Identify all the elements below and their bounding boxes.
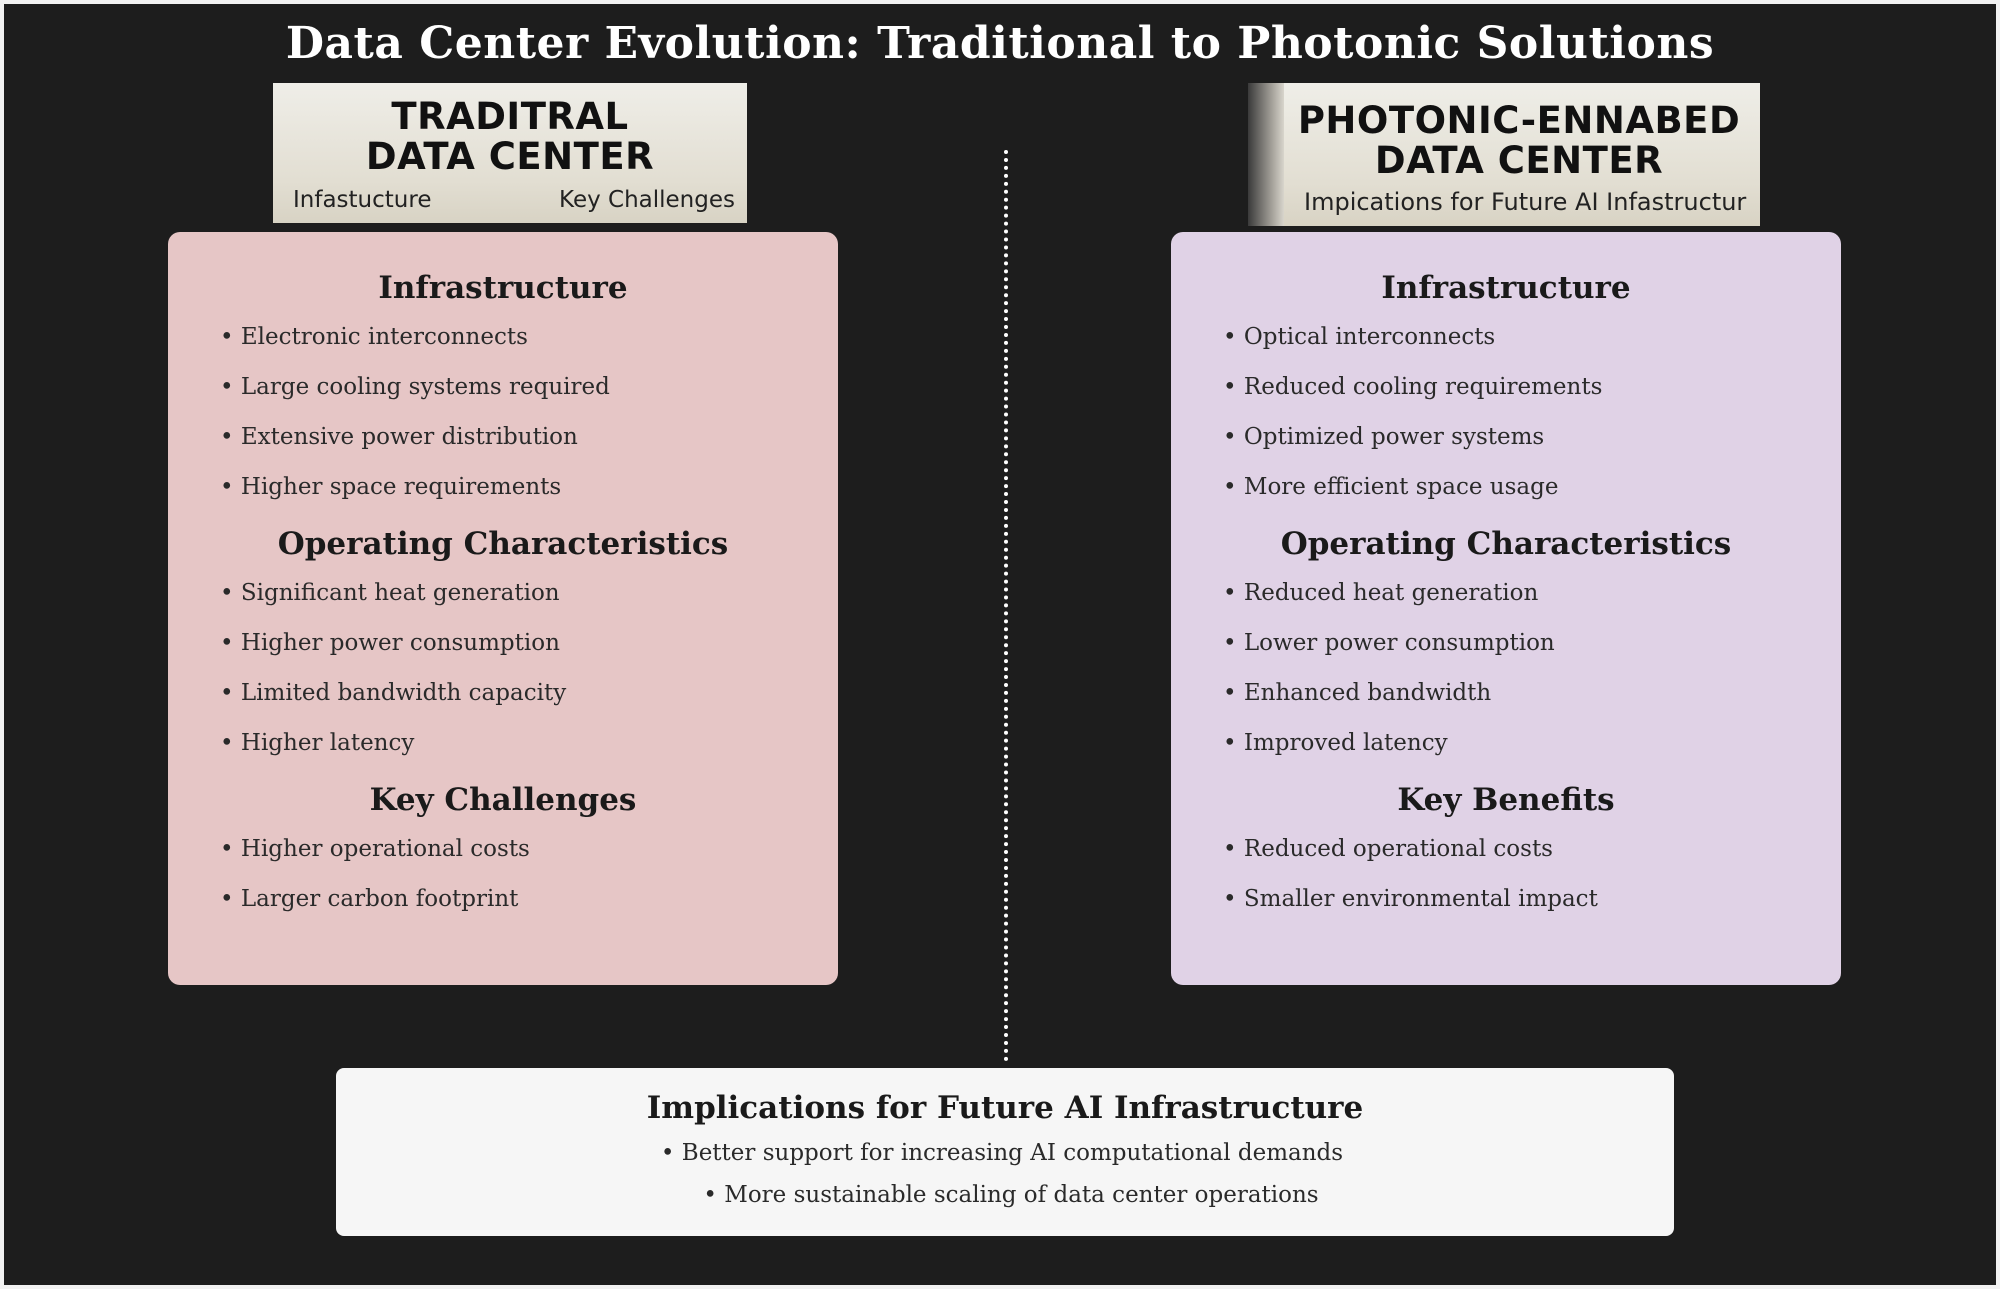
photonic-operating-title: Operating Characteristics [1280, 526, 1732, 562]
diagram-title: Data Center Evolution: Traditional to Photonic Solutions [285, 18, 1715, 69]
list-item: • Significant heat generation [220, 580, 838, 606]
traditional-label-line2: DATA CENTER [365, 135, 655, 178]
list-item: • Limited bandwidth capacity [220, 680, 838, 706]
photonic-label-line1: PHOTONIC-ENNABED [1297, 99, 1741, 142]
traditional-label-image [273, 83, 747, 223]
traditional-operating-list [168, 580, 838, 756]
traditional-challenges-title: Key Challenges [369, 782, 637, 818]
photonic-label-line2: DATA CENTER [1374, 139, 1664, 182]
traditional-challenges-list [168, 836, 838, 912]
traditional-label-sub-left: Infastucture [293, 187, 432, 213]
implications-item-text: Better support for increasing AI computational demands [681, 1140, 1344, 1166]
list-item: • Optimized power systems [1223, 424, 1841, 450]
traditional-infrastructure-list [168, 324, 838, 500]
list-item: • Smaller environmental impact [1223, 886, 1841, 912]
photonic-label-sub: Impications for Future AI Infastructur [1304, 188, 1747, 216]
list-item: • Reduced heat generation [1223, 580, 1841, 606]
photonic-label-heading [1248, 101, 1760, 181]
list-item: • Optical interconnects [1223, 324, 1841, 350]
photonic-label-image [1248, 83, 1760, 226]
list-item: • Higher power consumption [220, 630, 838, 656]
photonic-benefits-title: Key Benefits [1397, 782, 1615, 818]
list-item: • Extensive power distribution [220, 424, 838, 450]
list-item: • Electronic interconnects [220, 324, 838, 350]
dotted-divider [1004, 150, 1008, 1062]
list-item: • Higher space requirements [220, 474, 838, 500]
list-item: • Enhanced bandwidth [1223, 680, 1841, 706]
list-item: • More efficient space usage [1223, 474, 1841, 500]
traditional-operating-title: Operating Characteristics [277, 526, 729, 562]
photonic-operating-list [1171, 580, 1841, 756]
photonic-benefits-list [1171, 836, 1841, 912]
photonic-infrastructure-list [1171, 324, 1841, 500]
implications-title: Implications for Future AI Infrastructure [646, 1090, 1364, 1126]
traditional-label-line1: TRADITRAL [391, 95, 629, 138]
list-item: • Reduced cooling requirements [1223, 374, 1841, 400]
list-item: • Lower power consumption [1223, 630, 1841, 656]
traditional-label-sub-right: Key Challenges [559, 187, 735, 213]
list-item: • Higher latency [220, 730, 838, 756]
photonic-infrastructure-title: Infrastructure [1381, 270, 1631, 306]
traditional-label-heading [273, 97, 747, 177]
list-item: • Large cooling systems required [220, 374, 838, 400]
implications-item: • Better support for increasing AI computational demands [660, 1140, 1344, 1166]
list-item: • Reduced operational costs [1223, 836, 1841, 862]
photonic-panel [1171, 232, 1841, 985]
list-item: • Larger carbon footprint [220, 886, 838, 912]
implications-item-text: More sustainable scaling of data center operations [724, 1182, 1319, 1208]
list-item: • Higher operational costs [220, 836, 838, 862]
traditional-panel [168, 232, 838, 985]
traditional-infrastructure-title: Infrastructure [378, 270, 628, 306]
implications-panel [336, 1068, 1674, 1236]
list-item: • Improved latency [1223, 730, 1841, 756]
implications-item: • More sustainable scaling of data center operations [703, 1182, 1319, 1208]
